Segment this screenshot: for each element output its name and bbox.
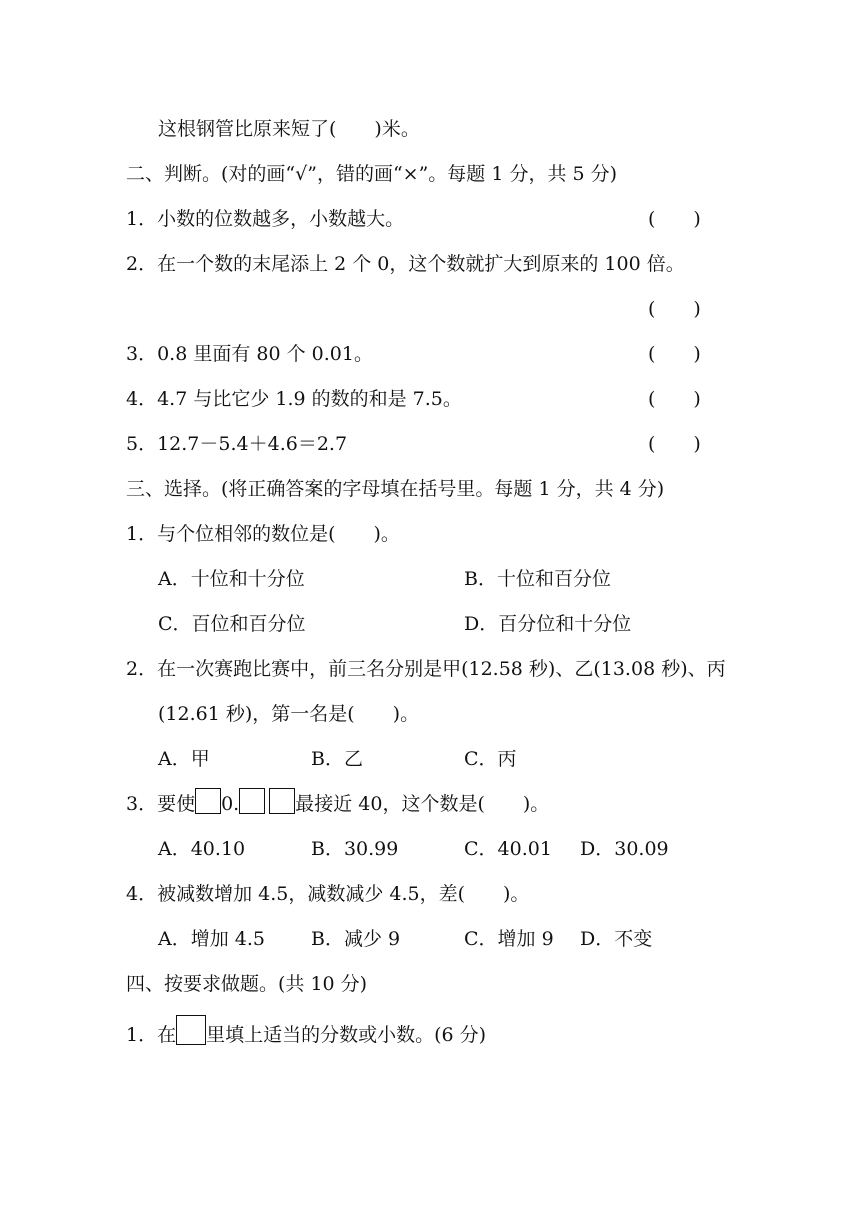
section-heading-judge: 二、判断。(对的画“√”，错的画“×”。每题 1 分，共 5 分) <box>126 163 618 185</box>
choice-q1-option-b[interactable]: B．十位和百分位 <box>464 568 611 590</box>
section-heading-task: 四、按要求做题。(共 10 分) <box>126 973 368 995</box>
choice-q3-stem <box>126 788 549 818</box>
choice-q3-suffix: 最接近 40，这个数是( )。 <box>295 793 550 815</box>
choice-q3-decimal: 0. <box>221 793 240 815</box>
choice-q4-stem: 4．被减数增加 4.5，减数减少 4.5，差( )。 <box>126 883 530 905</box>
choice-q1-option-a[interactable]: A．十位和十分位 <box>158 568 305 590</box>
digit-box-1[interactable] <box>195 788 221 814</box>
digit-box-3[interactable] <box>269 788 295 814</box>
choice-q3-option-c[interactable]: C．40.01 <box>464 838 552 860</box>
section-heading-choice: 三、选择。(将正确答案的字母填在括号里。每题 1 分，共 4 分) <box>126 478 665 500</box>
choice-q2-stem-line1: 2．在一次赛跑比赛中，前三名分别是甲(12.58 秒)、乙(13.08 秒)、丙 <box>126 658 726 680</box>
judge-item-5: 5．12.7－5.4＋4.6＝2.7 <box>126 433 348 455</box>
judge-answer-blank-5[interactable]: ( ) <box>648 433 701 455</box>
judge-answer-blank-2[interactable]: ( ) <box>648 298 701 320</box>
judge-answer-blank-4[interactable]: ( ) <box>648 388 701 410</box>
choice-q3-option-b[interactable]: B．30.99 <box>311 838 399 860</box>
task-q1-prefix: 1．在 <box>126 1024 177 1046</box>
judge-answer-blank-3[interactable]: ( ) <box>648 343 701 365</box>
choice-q4-option-d[interactable]: D．不变 <box>580 928 653 950</box>
choice-q1-option-c[interactable]: C．百位和百分位 <box>158 613 306 635</box>
judge-item-2: 2．在一个数的末尾添上 2 个 0，这个数就扩大到原来的 100 倍。 <box>126 253 685 275</box>
choice-q3-option-d[interactable]: D．30.09 <box>580 838 669 860</box>
choice-q2-stem-line2: (12.61 秒)，第一名是( )。 <box>158 703 420 725</box>
answer-box[interactable] <box>176 1015 206 1045</box>
task-q1-stem <box>126 1015 486 1049</box>
choice-q2-option-c[interactable]: C．丙 <box>464 748 517 770</box>
digit-box-2[interactable] <box>239 788 265 814</box>
intro-line: 这根钢管比原来短了( )米。 <box>158 118 420 140</box>
choice-q4-option-b[interactable]: B．减少 9 <box>311 928 401 950</box>
choice-q1-stem: 1．与个位相邻的数位是( )。 <box>126 523 400 545</box>
choice-q2-option-b[interactable]: B．乙 <box>311 748 363 770</box>
judge-item-3: 3．0.8 里面有 80 个 0.01。 <box>126 343 373 365</box>
judge-item-1: 1．小数的位数越多，小数越大。 <box>126 208 405 230</box>
choice-q2-option-a[interactable]: A．甲 <box>158 748 210 770</box>
judge-item-4: 4．4.7 与比它少 1.9 的数的和是 7.5。 <box>126 388 462 410</box>
choice-q4-option-a[interactable]: A．增加 4.5 <box>158 928 265 950</box>
judge-answer-blank-1[interactable]: ( ) <box>648 208 701 230</box>
choice-q3-option-a[interactable]: A．40.10 <box>158 838 246 860</box>
choice-q3-prefix: 3．要使 <box>126 793 196 815</box>
task-q1-suffix: 里填上适当的分数或小数。(6 分) <box>206 1024 487 1046</box>
choice-q1-option-d[interactable]: D．百分位和十分位 <box>464 613 632 635</box>
choice-q4-option-c[interactable]: C．增加 9 <box>464 928 554 950</box>
